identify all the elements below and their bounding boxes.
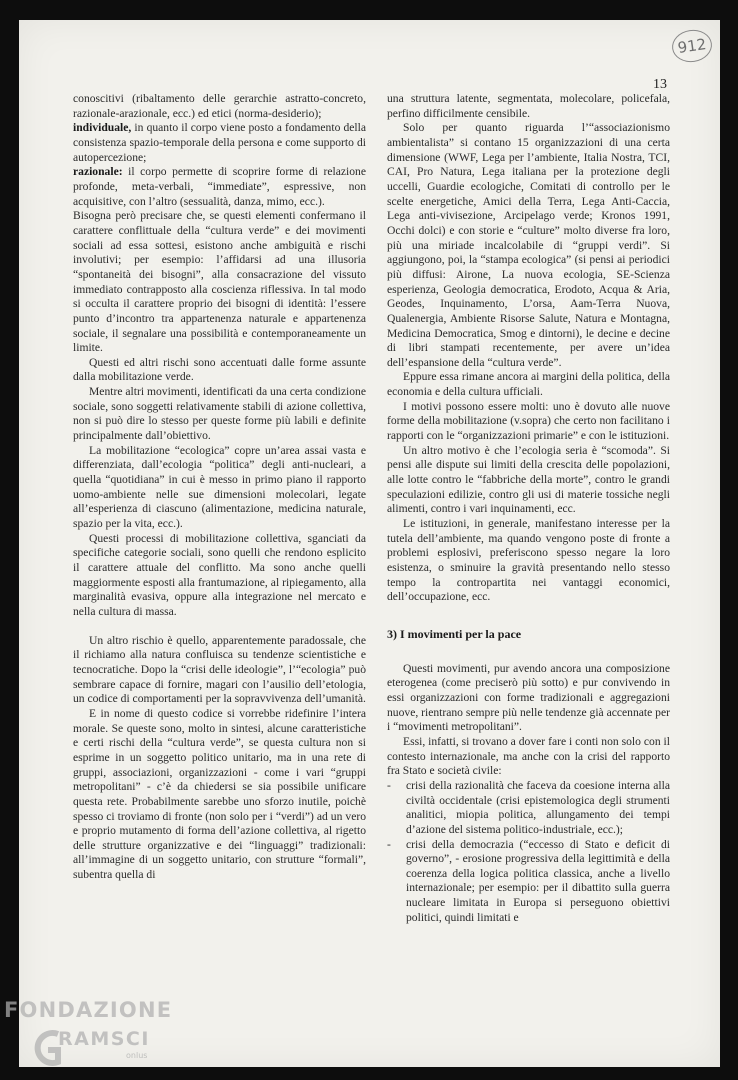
paragraph bbox=[73, 121, 366, 165]
paragraph: I motivi possono essere molti: uno è dovuto alle nuove forme della mobilitazione (v.sopra) che certo non facilitano i rapporti con le “organizzazioni primarie” e con le istituzioni. bbox=[387, 399, 670, 443]
watermark-title: FONDAZIONE bbox=[4, 998, 173, 1022]
paragraph: E in nome di questo codice si vorrebbe ridefinire l’intera morale. Se queste sono, molto in sintesi, alcune caratteristiche e certi rischi della “cultura verde”, se questa cultura non si esprime in un soggetto politico unitario, ma in una rete di gruppi, associazioni, organizzazioni - come i vari “gruppi metropolitani” - c’è da chiedersi se sia possibile unificare questa rete. Probabilmente sarebbe uno sforzo inutile, poichè spesso ci troviamo di fronte (non solo per i “verdi”) ad un vero e proprio mutamento di forma dell’azione collettiva, al rigetto delle strutture organizzative e dei “linguaggi” tradizionali: all’immagine di un soggetto unitario, con strutture “formali”, subentra quella di bbox=[73, 706, 366, 882]
paragraph: Le istituzioni, in generale, manifestano interesse per la tutela dell’ambiente, ma quando vengono poste di fronte a problemi esplosivi, preferiscono spesso negare la loro esistenza, o sminuire la gravità presentando nello stesso tempo la contropartita nei vantaggi economici, dell’occupazione, ecc. bbox=[387, 517, 670, 604]
dash-bullet: - bbox=[387, 837, 391, 851]
left-column bbox=[73, 92, 366, 883]
archive-number-stamp: 912 bbox=[670, 27, 714, 64]
term-bold: individuale, bbox=[73, 121, 132, 135]
paragraph: conoscitivi (ribaltamento delle gerarchie astratto-concreto, razionale-arazionale, ecc.) ed etici (norma-desiderio); bbox=[73, 92, 366, 120]
paragraph bbox=[73, 165, 366, 209]
paragraph: Un altro motivo è che l’ecologia seria è “scomoda”. Si pensi alle dispute sui limiti della crescita delle popolazioni, alle lotte contro le “fabbriche della morte”, contro le grandi speculazioni edilizie, contro gli usi di materie tossiche negli alimenti, contro i vari inquinamenti, ecc. bbox=[387, 443, 670, 516]
paragraph: Eppure essa rimane ancora ai margini della politica, della economia e della cultura ufficiali. bbox=[387, 370, 670, 399]
paragraph: Un altro rischio è quello, apparentemente paradossale, che il richiamo alla natura confluisca su tendenze scientistiche e tecnocratiche. Dopo la “crisi delle ideologie”, l’“ecologia” può sembrare capace di fornire, magari con l’ausilio dell’etologia, un codice di comportamenti per la sopravvivenza dell’umanità. bbox=[73, 633, 366, 706]
section-heading: 3) I movimenti per la pace bbox=[387, 626, 522, 641]
paragraph: La mobilitazione “ecologica” copre un’area assai vasta e differenziata, dall’ecologia “politica” degli anti-nucleari, a quella “quotidiana” in cui è messo in primo piano il rapporto uomo-ambiente nelle sue dimensioni molecolari, legate all’esperienza di ciascuno (alimentazione, medicina naturale, spazio per la vita, ecc.). bbox=[73, 443, 366, 531]
fondazione-gramsci-watermark bbox=[2, 998, 192, 1078]
list-item-text: crisi della razionalità che faceva da coesione interna alla civiltà occidentale (crisi epistemologica degli strumenti analitici, miopia politica, allungamento dei tempi d’azione del sistema politico-industriale, ecc.); bbox=[406, 778, 670, 836]
page-number: 13 bbox=[653, 77, 667, 92]
paragraph: Questi processi di mobilitazione collettiva, sganciati da specifiche categorie sociali, sono quelli che rendono esplicito il carattere attuale del conflitto. Ma sono anche quelli maggiormente esposti alla frantumazione, al ripiegamento, alla marginalità evasiva, oppure alla integrazione nel mercato e nella cultura di massa. bbox=[73, 531, 366, 618]
paragraph: una struttura latente, segmentata, molecolare, policefala, perfino difficilmente censibile. bbox=[387, 92, 670, 120]
paragraph-text: il corpo permette di scoprire forme di relazione profonde, meta-verbali, “immediate”, espressive, non acquisitive, con l’altro (sessualità, danza, mimo, ecc.). bbox=[73, 165, 366, 208]
term-bold: razionale: bbox=[73, 165, 123, 179]
list-item bbox=[387, 779, 670, 838]
watermark-onlus: onlus bbox=[126, 1051, 148, 1060]
list-item-text: crisi della democrazia (“eccesso di Stato e deficit di governo”, - erosione progressiva della legittimità e della coerenza della logica politica classica, anche a livello internazionale; per esempio: per il dibattito sulla guerra nucleare limitata in Europa si perseguono obiettivi politici, quindi limitati e bbox=[406, 837, 670, 924]
paragraph: Bisogna però precisare che, se questi elementi confermano il carattere conflittuale della “cultura verde” e dei movimenti sociali ad essa sottesi, esistono anche ambiguità e rischi involutivi; per esempio: l’affidarsi ad una illusoria “spontaneità dei bisogni”, alla consacrazione del vissuto immediato contrapposto alla coscienza riflessiva. In tal modo si occulta il carattere proprio dei bisogni di identità: l’essere punto d’incontro tra appartenenza naturale e appartenenza sociale, il segnalare una possibilità e contemporaneamente un limite. bbox=[73, 209, 366, 355]
list-item bbox=[387, 838, 670, 926]
dash-bullet: - bbox=[387, 778, 391, 792]
paragraph: Mentre altri movimenti, identificati da una certa condizione sociale, sono soggetti relativamente stabili di azione collettiva, non si può dire lo stesso per queste forme più labili e definite principalmente dall’obiettivo. bbox=[73, 385, 366, 443]
watermark-subtitle: RAMSCI bbox=[58, 1028, 150, 1050]
paragraph: Solo per quanto riguarda l’“associazionismo ambientalista” si contano 15 organizzazioni di una certa dimensione (WWF, Lega per l’ambiente, Italia Nostra, TCI, CAI, Pro Natura, Lega italiana per la protezione degli uccelli, Guardie ecologiche, Comitati di controllo per le scelte energetiche, Amici della Terra, Lega Anti-Caccia, Lega anti-vivisezione, Arcipelago verde; Kronos 1991, Occhi dolci) e con storie e “culture” molto diverse fra loro, più una miriade incalcolabile di “gruppi verdi”. Si aggiungono, poi, la “stampa ecologica” (si pensi ai periodici più diffusi: Airone, La nuova ecologia, SE-Scienza esperienza, Geologia democratica, Erodoto, Acqua & Aria, Geodes, Inquinamento, L’orsa, Aam-Terra Nuova, Qualenergia, Ambiente Risorse Salute, Natura e Montagna, Medicina Democratica, Smog e dintorni), le decine e decine di libri stampati recentemente, per avere un’idea dell’espansione della “cultura verde”. bbox=[387, 121, 670, 369]
paragraph-text: in quanto il corpo viene posto a fondamento della consistenza spazio-temporale della persona e come supporto di autopercezione; bbox=[73, 121, 366, 164]
paragraph: Questi movimenti, pur avendo ancora una composizione eterogenea (come preciserò più sotto) e pur convivendo in essi organizzazioni con forme tradizionali e aggregazioni nuove, rientrano sempre più nelle tendenze già accennate per i “movimenti metropolitani”. bbox=[387, 661, 670, 734]
paragraph: Essi, infatti, si trovano a dover fare i conti non solo con il contesto internazionale, ma anche con la crisi del rapporto fra Stato e società civile: bbox=[387, 734, 670, 778]
paragraph: Questi ed altri rischi sono accentuati dalle forme assunte dalla mobilitazione verde. bbox=[73, 355, 366, 384]
right-column bbox=[387, 92, 670, 925]
